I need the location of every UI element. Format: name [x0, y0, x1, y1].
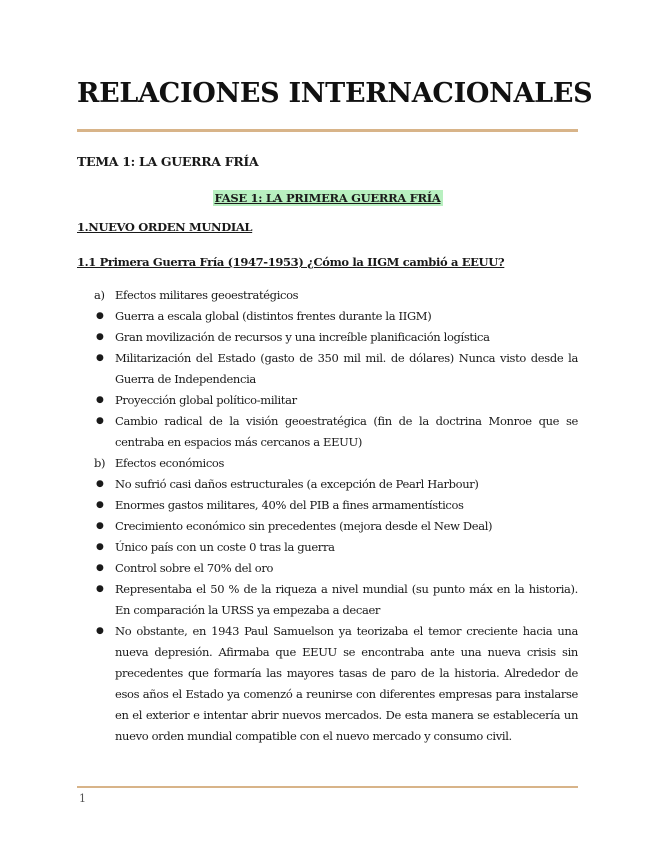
- list-item: [77, 474, 578, 495]
- list-item-text: Cambio radical de la visión geoestratégica (fin de la doctrina Monroe que se centraba en espacios más cercanos a EEUU): [115, 414, 578, 449]
- bullet-icon: ●: [96, 311, 104, 321]
- bullet-icon: ●: [96, 500, 104, 510]
- footer-divider: [77, 786, 578, 788]
- bullet-icon: ●: [96, 584, 104, 594]
- bullet-icon: ●: [96, 521, 104, 531]
- list-item: [77, 621, 578, 747]
- list-item: [77, 516, 578, 537]
- list-item: [77, 495, 578, 516]
- bullet-icon: ●: [96, 542, 104, 552]
- bullet-icon: ●: [96, 626, 104, 636]
- bullet-icon: ●: [96, 353, 104, 363]
- title-divider: [77, 129, 578, 132]
- page-number: 1: [79, 792, 86, 805]
- bullet-icon: ●: [96, 395, 104, 405]
- list-item-text: No obstante, en 1943 Paul Samuelson ya teorizaba el temor creciente hacia una nueva depresión. Afirmaba que EEUU se encontraba ante una nueva crisis sin precedentes que formaría las mayores tasas de paro de la historia. Alrededor de esos años el Estado ya comenzó a reunirse con diferentes empresas para instalarse en el exterior e intentar abrir nuevos mercados. De esta manera se establecería un nuevo orden mundial compatible con el nuevo mercado y consumo civil.: [115, 624, 578, 743]
- subsection-heading: 1.1 Primera Guerra Fría (1947-1953) ¿Cómo la IIGM cambió a EEUU?: [77, 255, 505, 269]
- list-item-text: Control sobre el 70% del oro: [115, 561, 274, 575]
- list-item: [77, 327, 578, 348]
- list-item-text: Enormes gastos militares, 40% del PIB a fines armamentísticos: [115, 498, 464, 512]
- list-item-text: No sufrió casi daños estructurales (a excepción de Pearl Harbour): [115, 477, 479, 491]
- list-item: [77, 558, 578, 579]
- list-item: [77, 390, 578, 411]
- list-item: [77, 537, 578, 558]
- list-item-text: Único país con un coste 0 tras la guerra: [115, 540, 335, 554]
- list-item-text: Militarización del Estado (gasto de 350 mil mil. de dólares) Nunca visto desde la Guerra de Independencia: [115, 351, 578, 386]
- list-marker: a): [94, 288, 105, 302]
- list-item: [77, 285, 578, 306]
- list-item-text: Crecimiento económico sin precedentes (mejora desde el New Deal): [115, 519, 493, 533]
- bullet-icon: ●: [96, 479, 104, 489]
- tema-heading: TEMA 1: LA GUERRA FRÍA: [77, 154, 259, 169]
- list-item-text: Guerra a escala global (distintos frentes durante la IIGM): [115, 309, 432, 323]
- fase-heading-wrap: [77, 187, 578, 206]
- list-item: [77, 306, 578, 327]
- list-item-text: Representaba el 50 % de la riqueza a nivel mundial (su punto máx en la historia). En comparación la URSS ya empezaba a decaer: [115, 582, 578, 617]
- bullet-icon: ●: [96, 563, 104, 573]
- document-title: RELACIONES INTERNACIONALES: [77, 78, 593, 109]
- section-heading: 1.NUEVO ORDEN MUNDIAL: [77, 220, 253, 234]
- bullet-icon: ●: [96, 416, 104, 426]
- list-item-text: Efectos militares geoestratégicos: [115, 288, 299, 302]
- list-item: [77, 348, 578, 390]
- bullet-icon: ●: [96, 332, 104, 342]
- list-item-text: Efectos económicos: [115, 456, 225, 470]
- list-item-text: Proyección global político-militar: [115, 393, 297, 407]
- list-item: [77, 453, 578, 474]
- content-list: [77, 285, 578, 747]
- list-marker: b): [94, 456, 106, 470]
- list-item-text: Gran movilización de recursos y una increíble planificación logística: [115, 330, 490, 344]
- fase-heading: FASE 1: LA PRIMERA GUERRA FRÍA: [214, 191, 441, 205]
- list-item: [77, 411, 578, 453]
- list-item: [77, 579, 578, 621]
